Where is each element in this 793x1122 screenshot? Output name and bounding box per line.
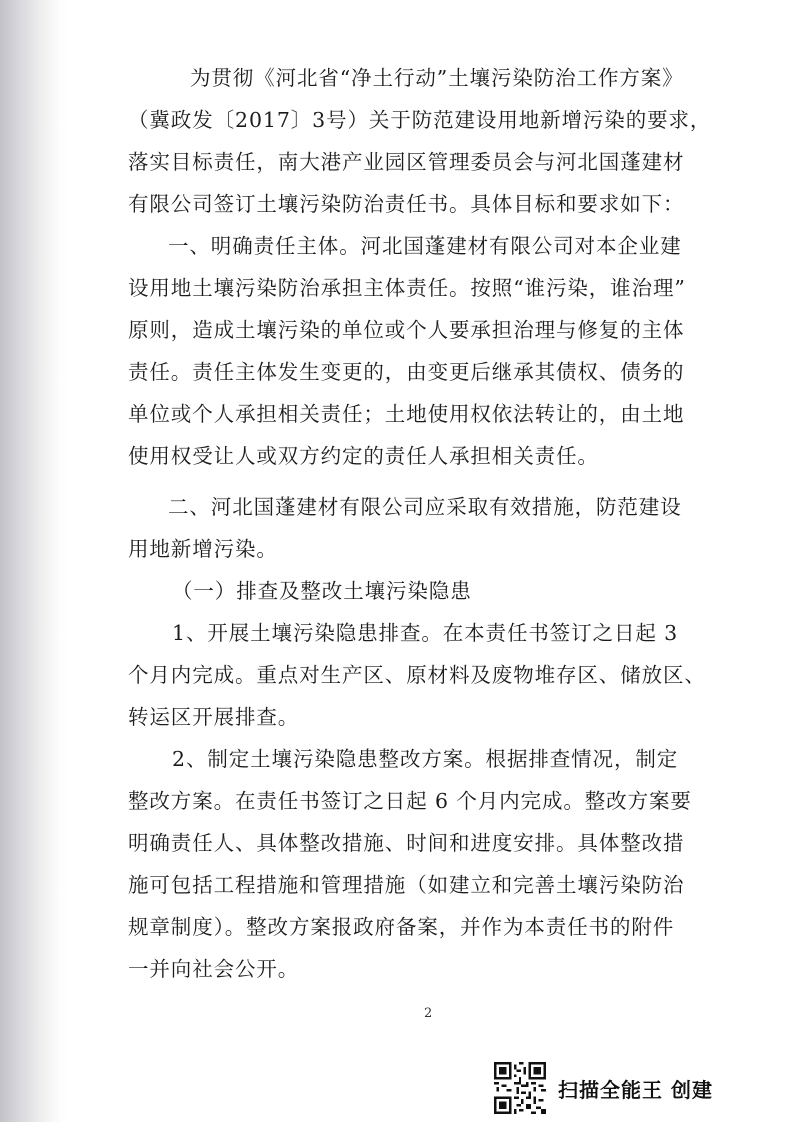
text-line-22: 一并向社会公开。 bbox=[128, 957, 300, 981]
qr-code-icon bbox=[494, 1062, 546, 1114]
page-number: 2 bbox=[424, 1006, 433, 1021]
text-line-16: 转运区开展排查。 bbox=[128, 705, 300, 729]
text-line-13: （一）排查及整改土壤污染隐患 bbox=[172, 579, 472, 603]
scanner-watermark bbox=[494, 1058, 724, 1118]
text-line-11: 二、河北国蓬建材有限公司应采取有效措施，防范建设 bbox=[168, 495, 682, 519]
text-line-15: 个月内完成。重点对生产区、原材料及废物堆存区、储放区、 bbox=[128, 663, 706, 687]
text-line-6: 设用地土壤污染防治承担主体责任。按照“谁污染，谁治理” bbox=[128, 276, 686, 300]
text-line-14: 1、开展土壤污染隐患排查。在本责任书签订之日起 3 bbox=[172, 621, 679, 645]
text-line-20: 施可包括工程措施和管理措施（如建立和完善土壤污染防治 bbox=[128, 873, 685, 897]
text-line-3: 落实目标责任，南大港产业园区管理委员会与河北国蓬建材 bbox=[128, 150, 685, 174]
text-line-4: 有限公司签订土壤污染防治责任书。具体目标和要求如下： bbox=[128, 192, 685, 216]
text-line-7: 原则，造成土壤污染的单位或个人要承担治理与修复的主体 bbox=[128, 318, 685, 342]
text-line-5: 一、明确责任主体。河北国蓬建材有限公司对本企业建 bbox=[168, 234, 682, 258]
text-line-8: 责任。责任主体发生变更的，由变更后继承其债权、债务的 bbox=[128, 360, 685, 384]
text-line-18: 整改方案。在责任书签订之日起 6 个月内完成。整改方案要 bbox=[128, 789, 692, 813]
text-line-12: 用地新增污染。 bbox=[128, 537, 278, 561]
text-line-19: 明确责任人、具体整改措施、时间和进度安排。具体整改措 bbox=[128, 831, 685, 855]
text-line-10: 使用权受让人或双方约定的责任人承担相关责任。 bbox=[128, 444, 599, 468]
scan-shadow bbox=[0, 0, 60, 1122]
text-line-1: 为贯彻《河北省“净土行动”土壤污染防治工作方案》 bbox=[190, 66, 684, 90]
text-line-9: 单位或个人承担相关责任；土地使用权依法转让的，由土地 bbox=[128, 402, 685, 426]
text-line-21: 规章制度）。整改方案报政府备案，并作为本责任书的附件 bbox=[128, 915, 675, 939]
text-line-17: 2、制定土壤污染隐患整改方案。根据排查情况，制定 bbox=[172, 747, 679, 771]
text-line-2: （冀政发〔2017〕3号）关于防范建设用地新增污染的要求， bbox=[128, 108, 712, 132]
scanner-label: 扫描全能王 创建 bbox=[558, 1077, 713, 1102]
